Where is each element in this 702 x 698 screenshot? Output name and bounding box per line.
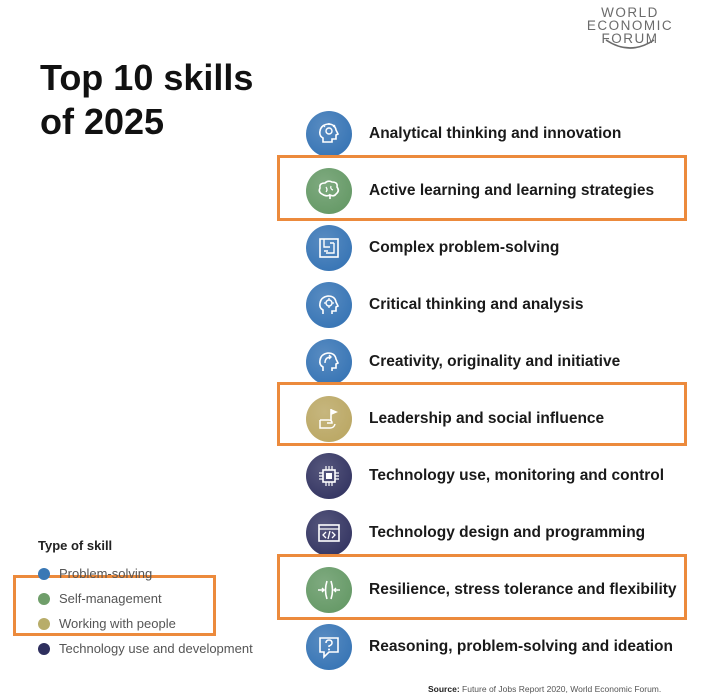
highlight-box-active-learning (277, 155, 687, 221)
logo-arc-icon (594, 34, 666, 54)
legend-label: Technology use and development (59, 641, 253, 656)
legend-item-self-management (38, 586, 253, 611)
legend-label: Working with people (59, 616, 176, 631)
legend-dot (38, 643, 50, 655)
page-title (40, 56, 253, 144)
skill-row-8 (306, 509, 696, 557)
legend-dot (38, 568, 50, 580)
skill-row-7 (306, 452, 696, 500)
legend-item-problem-solving (38, 561, 253, 586)
skill-label: Analytical thinking and innovation (369, 125, 622, 142)
wef-logo (584, 6, 676, 45)
skill-label: Leadership and social influence (369, 410, 605, 427)
head-arrow-icon (306, 339, 352, 385)
skill-label: Reasoning, problem-solving and ideation (369, 638, 673, 655)
source-label: Source: (428, 684, 460, 694)
skill-type-legend (38, 538, 253, 661)
highlight-box-resilience (277, 554, 687, 620)
title-line-2: of 2025 (40, 101, 165, 142)
head-lightbulb-icon (306, 111, 352, 157)
skill-label: Complex problem-solving (369, 239, 560, 256)
maze-icon (306, 225, 352, 271)
legend-item-technology (38, 636, 253, 661)
skill-label: Creativity, originality and initiative (369, 353, 621, 370)
source-text: Future of Jobs Report 2020, World Economic Forum. (462, 684, 662, 694)
skill-label: Critical thinking and analysis (369, 296, 584, 313)
title-line-1: Top 10 skills (40, 57, 254, 98)
skill-row-3 (306, 224, 696, 272)
highlight-box-leadership (277, 382, 687, 446)
source-note (428, 684, 661, 694)
logo-line-1: WORLD (601, 5, 659, 20)
skill-label: Resilience, stress tolerance and flexibility (369, 581, 677, 598)
legend-label: Problem-solving (59, 566, 153, 581)
legend-dot (38, 618, 50, 630)
skill-label: Technology design and programming (369, 524, 646, 541)
head-gear-icon (306, 282, 352, 328)
code-window-icon (306, 510, 352, 556)
legend-dot (38, 593, 50, 605)
skill-label: Active learning and learning strategies (369, 182, 655, 199)
skill-label: Technology use, monitoring and control (369, 467, 665, 484)
legend-title: Type of skill (38, 538, 113, 553)
skill-row-4 (306, 281, 696, 329)
chip-icon (306, 453, 352, 499)
logo-line-2: ECONOMIC (586, 18, 674, 33)
legend-label: Self-management (59, 591, 162, 606)
skill-row-1 (306, 110, 696, 158)
skill-row-5 (306, 338, 696, 386)
skill-row-10 (306, 623, 696, 671)
legend-item-working-with-people (38, 611, 253, 636)
logo-line-3: FORUM (601, 31, 659, 46)
question-box-icon (306, 624, 352, 670)
